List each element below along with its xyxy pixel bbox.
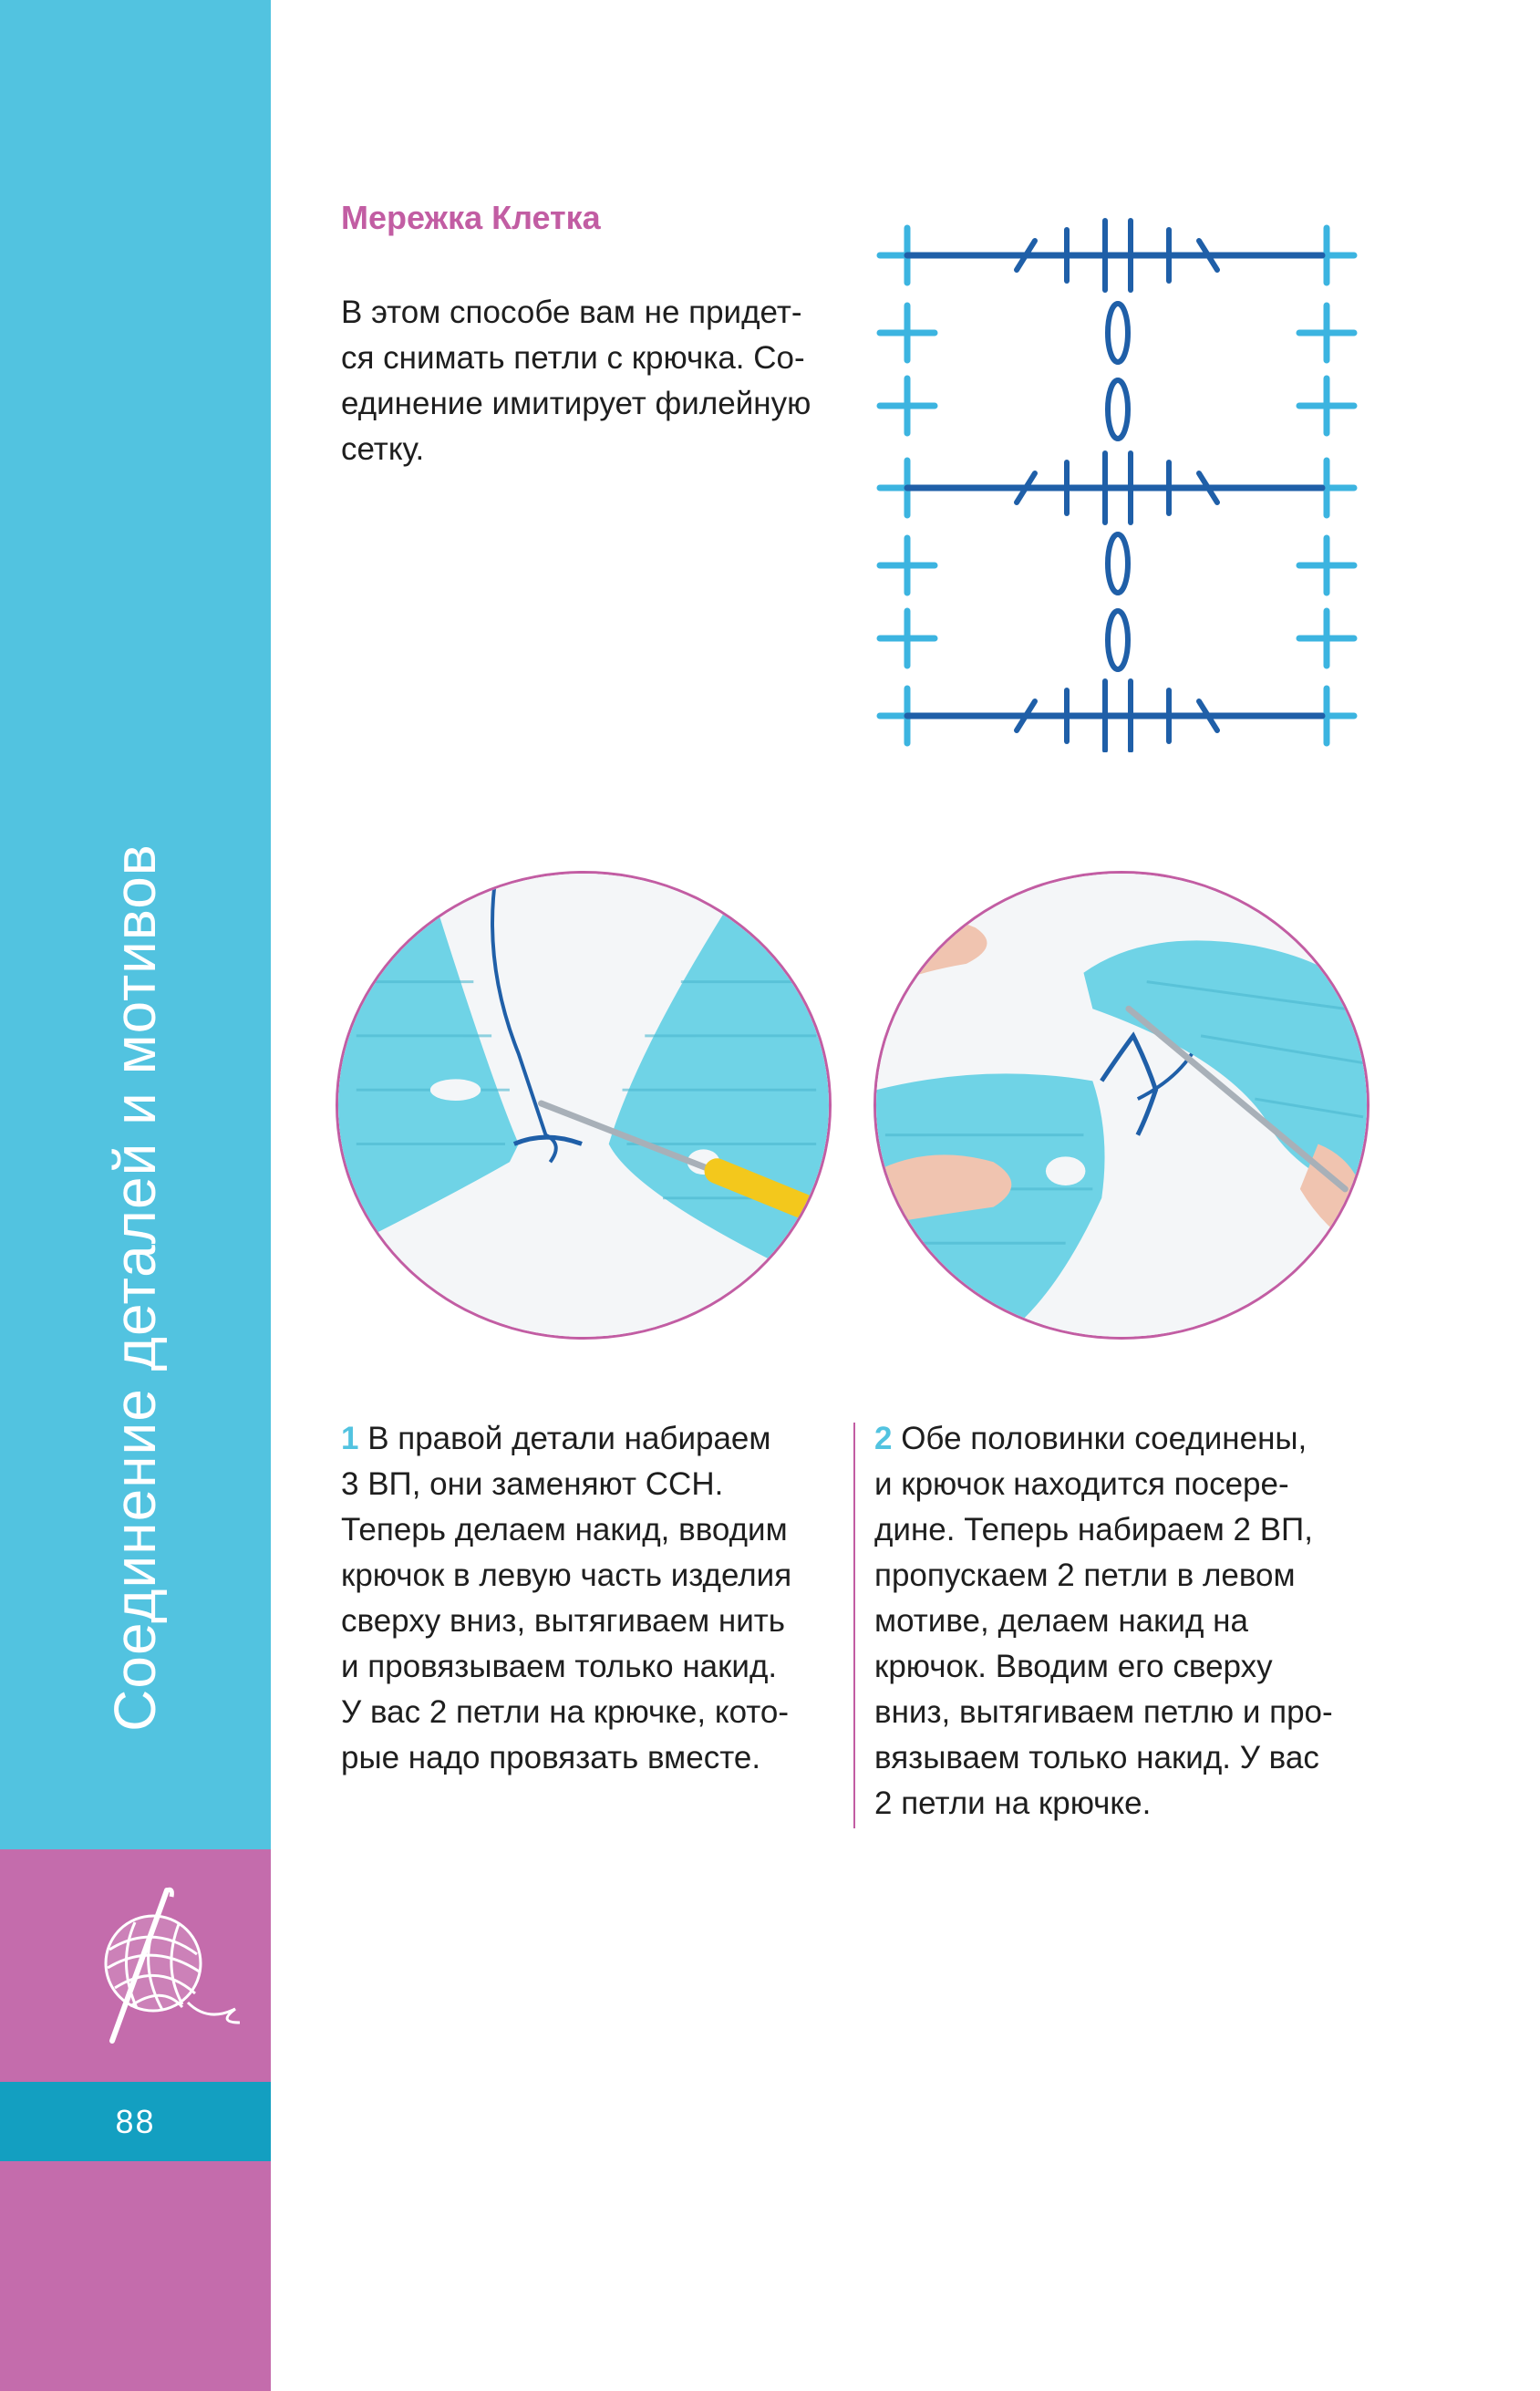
step-line: крючок. Вводим его сверху [874, 1649, 1273, 1684]
step-line [341, 1416, 852, 1462]
intro-line: единение имитирует филейную [341, 386, 811, 421]
column-divider [853, 1423, 855, 1828]
step-line: вязываем только накид. У вас [874, 1740, 1319, 1775]
step-line: и крючок находится посере- [874, 1466, 1289, 1502]
crochet-step-2-photo [873, 871, 1369, 1340]
step-2-text [874, 1416, 1385, 1827]
sidebar [0, 0, 271, 2391]
step-line: крючок в левую часть изделия [341, 1558, 792, 1593]
step-line: 2 петли на крючке. [874, 1785, 1152, 1821]
step-line-text: В правой детали набираем [358, 1421, 771, 1456]
page-heading: Мережка Клетка [341, 199, 601, 236]
crochet-chart-diagram [866, 214, 1368, 752]
step-line: вниз, вытягиваем петлю и про- [874, 1694, 1333, 1730]
yarn-ball-crochet-hook-icon [80, 1886, 244, 2050]
step-line: пропускаем 2 петли в левом [874, 1558, 1296, 1593]
step-1-text [341, 1416, 852, 1781]
section-title: Соединение деталей и мотивов [102, 844, 168, 1732]
intro-line: ся снимать петли с крючка. Со- [341, 340, 805, 376]
sidebar-pink-bottom-band [0, 2161, 271, 2391]
step-line: дине. Теперь набираем 2 ВП, [874, 1512, 1313, 1547]
step-line: Теперь делаем накид, вводим [341, 1512, 788, 1547]
intro-line: сетку. [341, 431, 425, 467]
step-number: 2 [874, 1421, 893, 1456]
step-line-text: Обе половинки соединены, [892, 1421, 1307, 1456]
step-number: 1 [341, 1421, 359, 1456]
intro-paragraph [341, 290, 852, 472]
step-line: и провязываем только накид. [341, 1649, 778, 1684]
step-line [874, 1416, 1385, 1462]
step-line: сверху вниз, вытягиваем нить [341, 1603, 786, 1639]
page-number: 88 [115, 2103, 156, 2140]
step-line: рые надо провязать вместе. [341, 1740, 761, 1775]
step-line: мотиве, делаем накид на [874, 1603, 1248, 1639]
step-line: 3 ВП, они заменяют ССН. [341, 1466, 724, 1502]
intro-line: В этом способе вам не придет- [341, 295, 802, 330]
step-line: У вас 2 петли на крючке, кото- [341, 1694, 790, 1730]
crochet-step-1-photo [336, 871, 832, 1340]
